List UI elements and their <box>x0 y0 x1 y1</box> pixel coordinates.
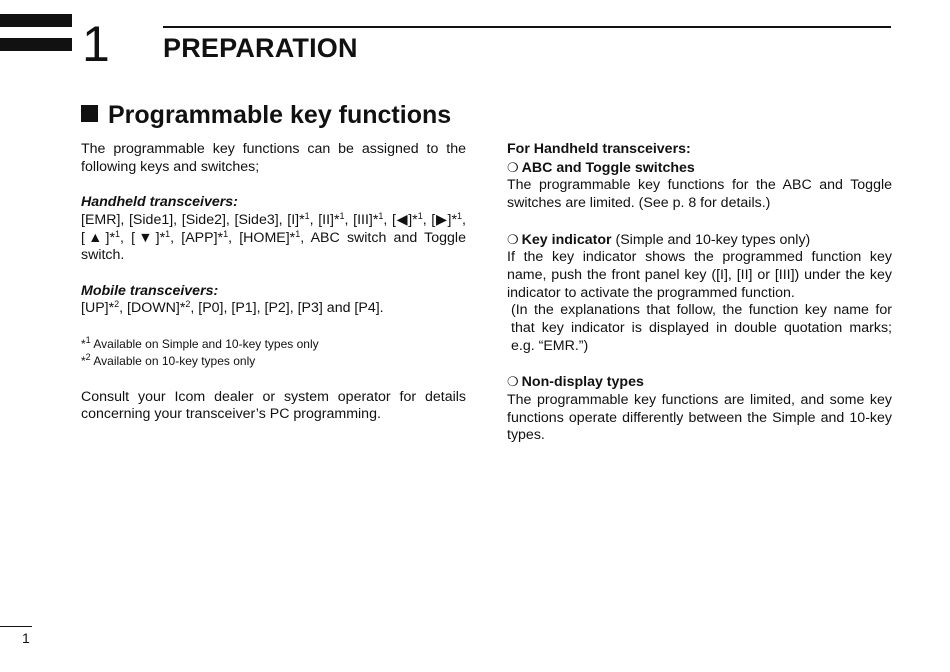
footnote-mark: * <box>81 354 86 369</box>
key-indicator-suffix: (Simple and 10-key types only) <box>611 231 811 248</box>
footnote-mark: * <box>81 336 86 351</box>
handheld-keys-text: [EMR], [Side1], [Side2], [Side3], [I] <box>81 211 300 228</box>
footnote-sup: 1 <box>295 228 301 239</box>
footnote-star: * <box>451 211 458 228</box>
header-rule <box>163 26 891 28</box>
abc-heading <box>507 159 892 178</box>
footnote-sup: 1 <box>223 228 229 239</box>
mobile-keys-text: [UP] <box>81 300 109 317</box>
non-display-paragraph: The programmable key functions are limited, and some key functions operate differently between the Simple and 10-key types. <box>507 391 892 444</box>
footnote-star: * <box>372 211 379 228</box>
footnote-star: * <box>108 300 115 317</box>
footnote-star: * <box>109 229 115 246</box>
circle-bullet-icon: ❍ <box>507 159 519 175</box>
section-heading <box>81 101 451 130</box>
circle-bullet-icon: ❍ <box>507 231 519 247</box>
handheld-keys-text: , [APP] <box>170 229 218 246</box>
mobile-heading: Mobile transceivers: <box>81 282 219 299</box>
right-column <box>507 141 892 445</box>
mobile-keys <box>81 300 466 318</box>
footnote-sup: 1 <box>85 334 91 345</box>
footnote-star: * <box>334 211 340 228</box>
key-indicator-note: (In the explanations that follow, the function key name for that key indicator is displayed in double quotation marks; e.g. “EMR.”) <box>511 302 892 354</box>
footnote-star: * <box>299 211 305 228</box>
key-indicator-heading <box>507 231 892 250</box>
footnote-text: Available on Simple and 10-key types only <box>90 336 319 351</box>
footnote-1 <box>81 336 466 354</box>
abc-paragraph: The programmable key functions for the ABC and Toggle switches are limited. (See p. 8 for details.) <box>507 177 892 212</box>
page-number: 1 <box>22 630 30 646</box>
chapter-number: 1 <box>82 16 110 72</box>
handheld-keys-text: , [▲] <box>81 211 466 246</box>
footnote-sup: 1 <box>304 210 310 221</box>
footnote-star: * <box>289 229 296 246</box>
mobile-keys-text: , [P0], [P1], [P2], [P3] and [P4]. <box>190 300 384 317</box>
key-indicator-paragraph: If the key indicator shows the programmed function key name, push the front panel key ([I], [II] or [III]) under the key indicator to activate the programmed function. <box>507 249 892 301</box>
non-display-heading <box>507 373 892 392</box>
mobile-keys-text: , [DOWN] <box>119 300 180 317</box>
footnote-sup: 2 <box>185 299 191 310</box>
footnote-sup: 1 <box>457 210 463 221</box>
handheld-keys-text: , [III] <box>344 211 373 228</box>
section-heading-text: Programmable key functions <box>108 101 452 129</box>
handheld-subsection-heading: For Handheld transceivers: <box>507 141 691 157</box>
footnote-sup: 1 <box>378 210 384 221</box>
footnote-sup: 1 <box>417 210 423 221</box>
circle-bullet-icon: ❍ <box>507 374 519 390</box>
footnote-star: * <box>179 300 186 317</box>
footnote-text: Available on 10-key types only <box>90 354 256 369</box>
handheld-keys-text: , [▼] <box>119 229 160 246</box>
page-number-rule <box>0 626 32 627</box>
footnote-2 <box>81 353 466 371</box>
footnote-star: * <box>217 229 224 246</box>
footnote-star: * <box>412 211 418 228</box>
handheld-keys <box>81 212 466 265</box>
handheld-keys-text: , ABC switch and Toggle switch. <box>81 229 466 264</box>
footnote-sup: 1 <box>114 228 120 239</box>
chapter-tab-bar-top <box>0 14 72 27</box>
square-bullet-icon <box>81 105 98 122</box>
handheld-keys-text: , [▶] <box>422 211 452 228</box>
footnote-star: * <box>159 229 166 246</box>
key-indicator-heading-text: Key indicator <box>521 231 612 248</box>
footnote-sup: 1 <box>165 228 171 239</box>
chapter-tab-bar-bottom <box>0 38 72 51</box>
abc-heading-text: ABC and Toggle switches <box>521 159 695 176</box>
handheld-keys-text: , [HOME] <box>228 229 290 246</box>
footnote-sup: 1 <box>339 210 345 221</box>
left-column <box>81 141 466 424</box>
non-display-heading-text: Non-display types <box>521 374 644 391</box>
intro-paragraph: The programmable key functions can be assigned to the following keys and switches; <box>81 141 466 175</box>
handheld-keys-text: , [II] <box>309 211 334 228</box>
footnote-sup: 2 <box>85 352 91 363</box>
handheld-keys-text: , [◀] <box>383 211 413 228</box>
handheld-heading: Handheld transceivers: <box>81 194 238 211</box>
chapter-title: PREPARATION <box>163 33 358 63</box>
consult-paragraph: Consult your Icom dealer or system operator for details concerning your transceiver’s PC programming. <box>81 388 466 423</box>
footnote-sup: 2 <box>114 299 120 310</box>
